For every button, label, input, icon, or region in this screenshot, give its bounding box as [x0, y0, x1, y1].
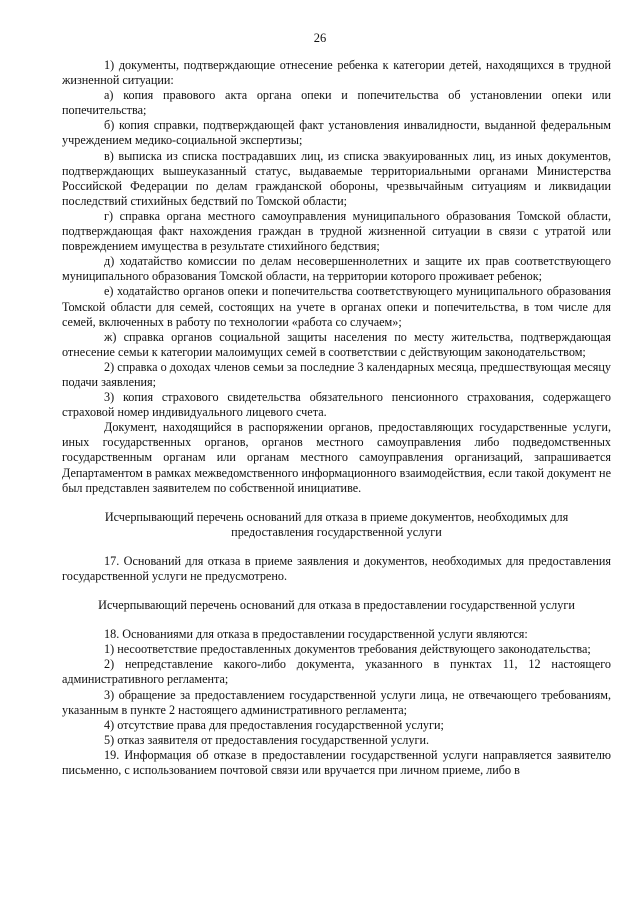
paragraph: 2) справка о доходах членов семьи за последние 3 календарных месяца, предшествующая месяцу подачи заявления;	[62, 359, 611, 389]
paragraph: 2) непредставление какого-либо документа, указанного в пунктах 11, 12 настоящего административного регламента;	[62, 657, 611, 687]
paragraph: е) ходатайство органов опеки и попечительства соответствующего муниципального образования Томской области для семей, состоящих на учете в органах опеки и попечительства, в том числе для семей, включенных в работу по технологии «работа со случаем»;	[62, 284, 611, 329]
paragraph: а) копия правового акта органа опеки и попечительства об установлении опеки или попечительства;	[62, 88, 611, 118]
section-heading: Исчерпывающий перечень оснований для отказа в предоставлении государственной услуги	[98, 598, 575, 613]
page-number: 26	[313, 31, 327, 45]
paragraph: 18. Основаниями для отказа в предоставлении государственной услуги являются:	[104, 627, 528, 642]
paragraph: 19. Информация об отказе в предоставлении государственной услуги направляется заявителю письменно, с использованием почтовой связи или вручается при личном приеме, либо в	[62, 747, 611, 778]
paragraph: 1) несоответствие предоставленных документов требования действующего законодательства;	[104, 642, 591, 657]
paragraph: 1) документы, подтверждающие отнесение ребенка к категории детей, находящихся в трудной жизненной ситуации:	[62, 58, 611, 88]
paragraph: г) справка органа местного самоуправления муниципального образования Томской области, подтверждающая факт нахождения граждан в трудной жизненной ситуации в связи с утратой или повреждением имущества в результате стихийного бедствия;	[62, 208, 611, 254]
paragraph: 4) отсутствие права для предоставления государственной услуги;	[104, 717, 444, 732]
paragraph: Документ, находящийся в распоряжении органов, предоставляющих государственные услуги, иных государственных органов, органов местного самоуправления либо подведомственных государственным органам или органам местного самоуправления организаций, запрашивается Департаментом в рамках межведомственного информационного взаимодействия, если такой документ не был представлен заявителем по собственной инициативе.	[62, 420, 611, 495]
paragraph: б) копия справки, подтверждающей факт установления инвалидности, выданной федеральным учреждением медико-социальной экспертизы;	[62, 118, 611, 148]
paragraph: ж) справка органов социальной защиты населения по месту жительства, подтверждающая отнесение семьи к категории малоимущих семей в соответствии с действующим законодательством;	[62, 329, 611, 359]
paragraph: 5) отказ заявителя от предоставления государственной услуги.	[104, 732, 430, 747]
paragraph: д) ходатайство комиссии по делам несовершеннолетних и защите их прав соответствующего муниципального образования Томской области, на территории которого проживает ребенок;	[62, 254, 611, 284]
paragraph: 3) обращение за предоставлением государственной услуги лица, не отвечающего требованиям, указанным в пункте 2 настоящего административного регламента;	[62, 687, 611, 717]
section-heading: Исчерпывающий перечень оснований для отказа в приеме документов, необходимых для предоставления государственной услуги	[104, 509, 569, 539]
paragraph: 3) копия страхового свидетельства обязательного пенсионного страхования, содержащего страховой номер индивидуального лицевого счета.	[62, 390, 611, 420]
paragraph: в) выписка из списка пострадавших лиц, из списка эвакуированных лиц, из иных документов, подтверждающих вышеуказанный статус, выдаваемые территориальными органами Министерства Российской Федерации по делам гражданской обороны, чрезвычайным ситуациям и ликвидации последствий стихийных бедствий по Томской области;	[62, 148, 611, 208]
document-body	[62, 58, 611, 778]
paragraph: 17. Оснований для отказа в приеме заявления и документов, необходимых для предоставления государственной услуги не предусмотрено.	[62, 553, 611, 583]
